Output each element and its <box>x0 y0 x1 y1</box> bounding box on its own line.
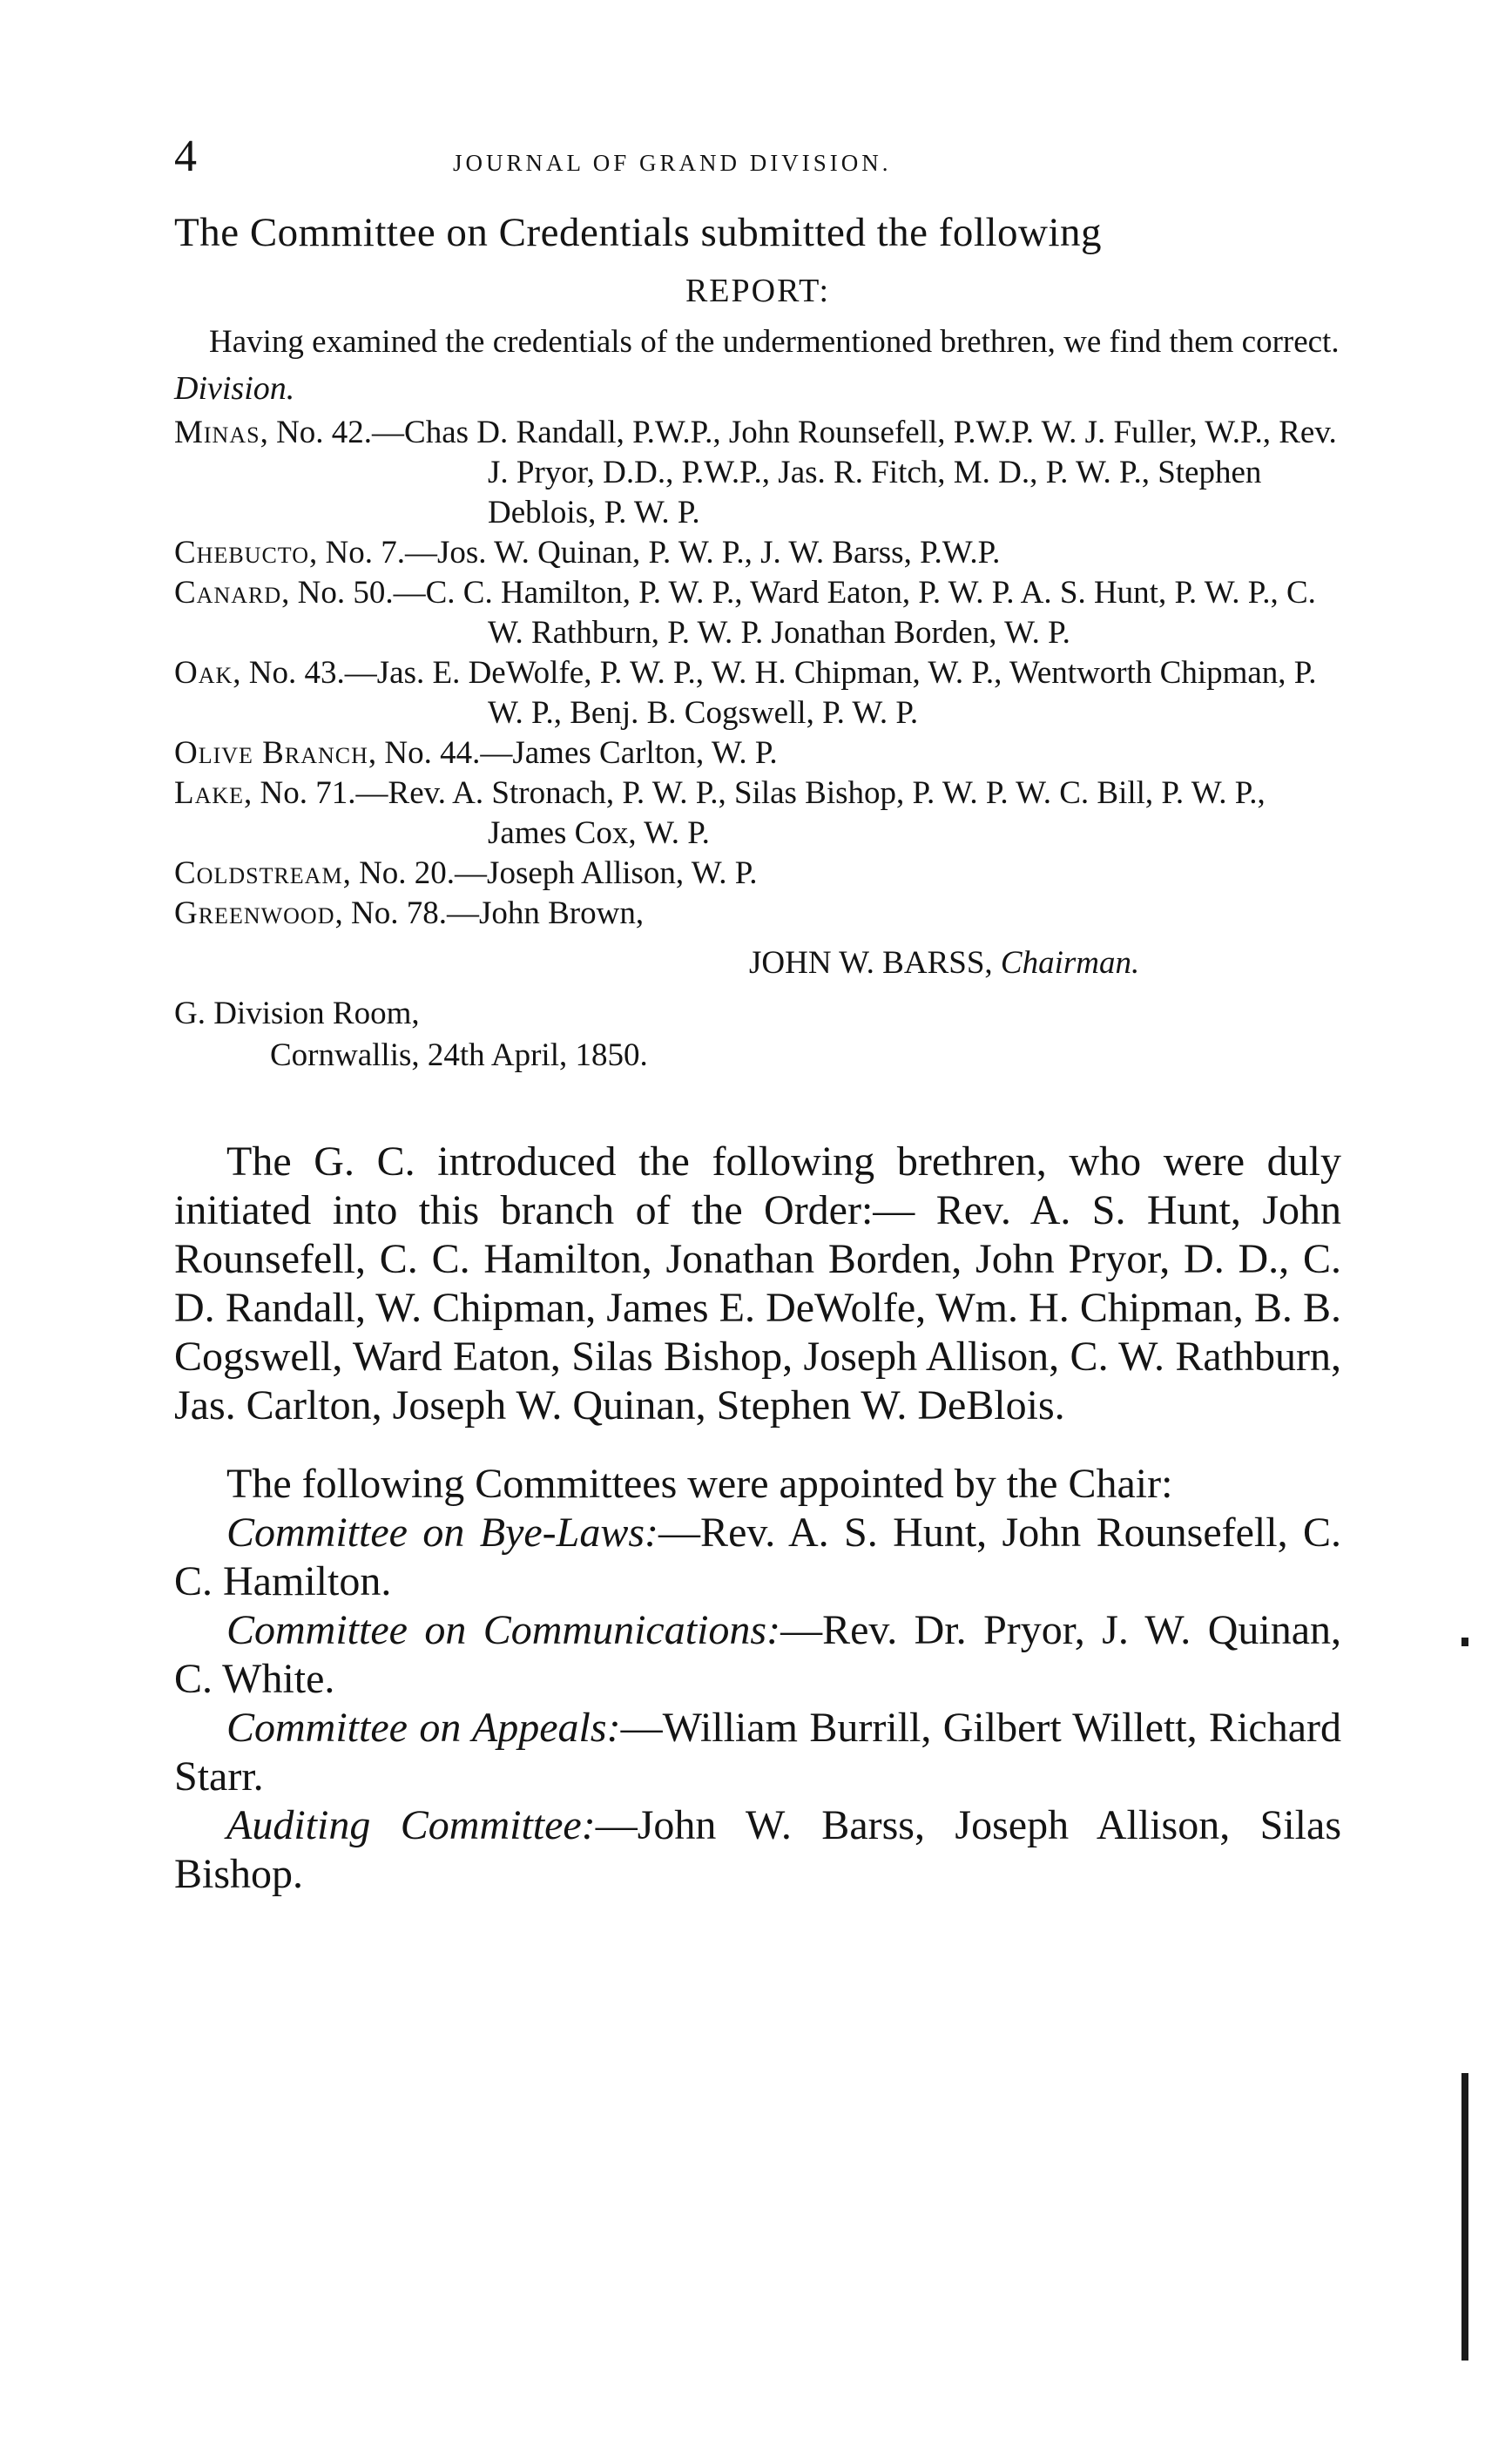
document-page <box>174 131 1341 1899</box>
chairman-title: Chairman. <box>1000 945 1140 981</box>
running-title: JOURNAL OF GRAND DIVISION. <box>453 150 892 176</box>
chairman-signature <box>749 942 1341 984</box>
page-number: 4 <box>174 132 197 181</box>
committee-members: —Rev. Dr. Pryor, J. W. Quinan, C. White. <box>174 1607 1342 1702</box>
division-members: , No. 7.—Jos. W. Quinan, P. W. P., J. W. Barss, P.W.P. <box>309 535 1001 571</box>
division-members: , No. 42.—Chas D. Randall, P.W.P., John Rounsefell, P.W.P. W. J. Fuller, W.P., Rev. J. Pryor, D.D., P.W.P., Jas. R. Fitch, M. D., P. W. P., Stephen Deblois, P. W. P. <box>260 415 1337 530</box>
division-name: Greenwood <box>174 895 335 931</box>
division-members: , No. 43.—Jas. E. DeWolfe, P. W. P., W. H. Chipman, W. P., Wentworth Chipman, P. W. P., Benj. B. Cogswell, P. W. P. <box>233 655 1317 731</box>
division-members: , No. 78.—John Brown, <box>334 895 645 931</box>
report-heading: REPORT: <box>685 273 831 309</box>
place-date <box>174 993 1341 1077</box>
division-label: Division. <box>174 370 295 407</box>
committee-entry <box>174 1606 1341 1704</box>
division-name: Minas <box>174 415 260 450</box>
report-place: G. Division Room, <box>174 996 420 1031</box>
division-members: , No. 50.—C. C. Hamilton, P. W. P., Ward Eaton, P. W. P. A. S. Hunt, P. W. P., C. W. Rathburn, P. W. P. Jonathan Borden, W. P. <box>281 575 1316 651</box>
division-members: , No. 71.—Rev. A. Stronach, P. W. P., Silas Bishop, P. W. P. W. C. Bill, P. W. P., James Cox, W. P. <box>244 775 1266 851</box>
credential-entry <box>174 413 1341 533</box>
division-name: Oak <box>174 655 233 691</box>
credential-entry <box>174 653 1341 733</box>
committee-members: —John W. Barss, Joseph Allison, Silas Bishop. <box>174 1802 1341 1897</box>
committee-label: Committee on Bye-Laws: <box>226 1510 659 1556</box>
report-text: Having examined the credentials of the undermentioned brethren, we find them correct. <box>209 324 1340 360</box>
committee-entry <box>174 1801 1341 1899</box>
division-members: , No. 20.—Joseph Allison, W. P. <box>342 855 758 891</box>
credential-entry <box>174 733 1341 773</box>
initiation-paragraph: The G. C. introduced the following brethren, who were duly initiated into this branch of the Order:— Rev. A. S. Hunt, John Rounsefell, C. C. Hamilton, Jonathan Borden, John Pryor, D. D., C. D. Randall, W. Chipman, James E. DeWolfe, Wm. H. Chipman, B. B. Cogswell, Ward Eaton, Silas Bishop, Joseph Allison, C. W. Rathburn, Jas. Carlton, Joseph W. Quinan, Stephen W. DeBlois. <box>174 1138 1341 1429</box>
division-name: Lake <box>174 775 245 811</box>
committee-label: Auditing Committee: <box>226 1802 596 1848</box>
credential-entry <box>174 773 1341 854</box>
page-header <box>174 131 1341 200</box>
committee-members: —Rev. A. S. Hunt, John Rounsefell, C. C. Hamilton. <box>174 1510 1341 1604</box>
division-name: Canard <box>174 575 282 611</box>
committee-entry <box>174 1704 1341 1801</box>
credentials-list <box>174 413 1341 934</box>
division-name: Olive Branch <box>174 735 368 771</box>
division-members: , No. 44.—James Carlton, W. P. <box>368 735 778 771</box>
report-date: Cornwallis, 24th April, 1850. <box>270 1037 648 1073</box>
credential-entry <box>174 854 1341 894</box>
division-name: Coldstream <box>174 855 343 891</box>
credential-entry <box>174 573 1341 653</box>
committee-entry <box>174 1509 1341 1606</box>
committee-label: Committee on Communications: <box>226 1607 781 1653</box>
margin-mark <box>1461 1638 1468 1646</box>
committee-label: Committee on Appeals: <box>226 1705 621 1751</box>
intro-line: The Committee on Credentials submitted the following <box>174 210 1103 255</box>
committee-members: —William Burrill, Gilbert Willett, Richard Starr. <box>174 1705 1342 1800</box>
committees-intro: The following Committees were appointed by the Chair: <box>226 1461 1173 1507</box>
division-name: Chebucto <box>174 535 309 571</box>
credential-entry <box>174 533 1341 573</box>
chairman-name: JOHN W. BARSS, <box>749 945 993 981</box>
binding-edge-line <box>1461 2073 1468 2361</box>
credential-entry <box>174 894 1341 934</box>
